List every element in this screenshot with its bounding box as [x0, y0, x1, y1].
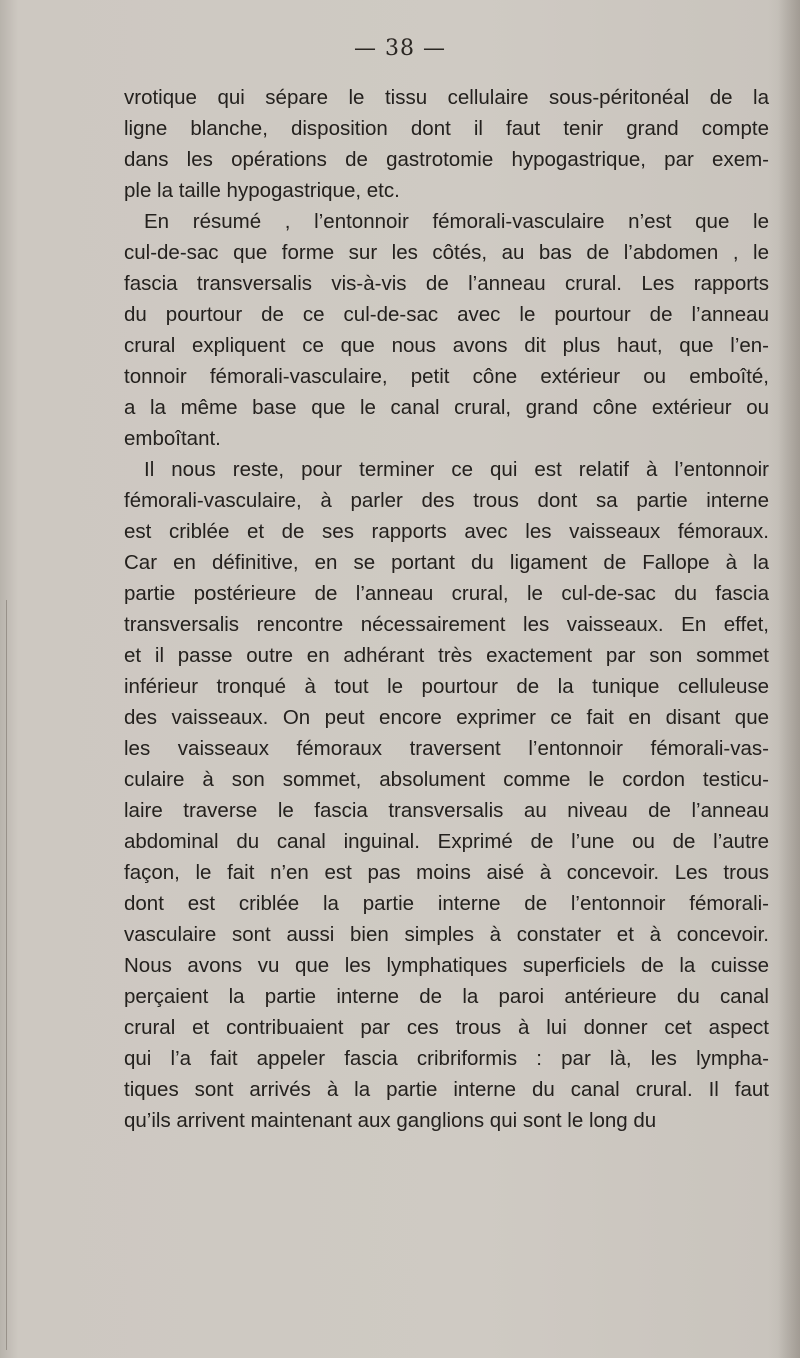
- text-line: fascia transversalis vis-à-vis de l’anneau crural. Les rapports: [124, 272, 769, 295]
- page-number-header: — 38 —: [354, 36, 446, 61]
- text-line: tonnoir fémorali-vasculaire, petit cône extérieur ou emboîté,: [124, 365, 769, 388]
- text-line: des vaisseaux. On peut encore exprimer ce fait en disant que: [124, 706, 769, 729]
- text-line: abdominal du canal inguinal. Exprimé de l’une ou de l’autre: [124, 830, 769, 853]
- text-line: a la même base que le canal crural, grand cône extérieur ou: [124, 396, 769, 419]
- text-line: perçaient la partie interne de la paroi antérieure du canal: [124, 985, 769, 1008]
- text-line: Car en définitive, en se portant du ligament de Fallope à la: [124, 551, 769, 574]
- text-line: transversalis rencontre nécessairement les vaisseaux. En effet,: [124, 613, 769, 636]
- text-line: emboîtant.: [124, 427, 221, 450]
- text-line: En résumé , l’entonnoir fémorali-vasculaire n’est que le: [144, 210, 769, 233]
- text-line: tiques sont arrivés à la partie interne du canal crural. Il faut: [124, 1078, 769, 1101]
- text-line: ligne blanche, disposition dont il faut tenir grand compte: [124, 117, 769, 140]
- text-line: et il passe outre en adhérant très exactement par son sommet: [124, 644, 769, 667]
- text-line: vasculaire sont aussi bien simples à constater et à concevoir.: [124, 923, 769, 946]
- text-line: partie postérieure de l’anneau crural, le cul-de-sac du fascia: [124, 582, 769, 605]
- text-line: est criblée et de ses rapports avec les vaisseaux fémoraux.: [124, 520, 769, 543]
- body-text: [124, 82, 769, 1136]
- page-edge-shadow: [778, 0, 800, 1358]
- page-gutter-mark: [6, 600, 7, 1350]
- text-line: crural et contribuaient par ces trous à lui donner cet aspect: [124, 1016, 769, 1039]
- text-line: les vaisseaux fémoraux traversent l’entonnoir fémorali-vas-: [124, 737, 769, 760]
- text-line: fémorali-vasculaire, à parler des trous dont sa partie interne: [124, 489, 769, 512]
- text-line: cul-de-sac que forme sur les côtés, au bas de l’abdomen , le: [124, 241, 769, 264]
- text-line: dont est criblée la partie interne de l’entonnoir fémorali-: [124, 892, 769, 915]
- text-line: qu’ils arrivent maintenant aux ganglions qui sont le long du: [124, 1109, 657, 1132]
- text-line: inférieur tronqué à tout le pourtour de la tunique celluleuse: [124, 675, 769, 698]
- text-line: laire traverse le fascia transversalis au niveau de l’anneau: [124, 799, 769, 822]
- text-line: dans les opérations de gastrotomie hypogastrique, par exem-: [124, 148, 769, 171]
- text-line: qui l’a fait appeler fascia cribriformis : par là, les lympha-: [124, 1047, 769, 1070]
- text-line: Nous avons vu que les lymphatiques superficiels de la cuisse: [124, 954, 769, 977]
- text-line: du pourtour de ce cul-de-sac avec le pourtour de l’anneau: [124, 303, 769, 326]
- text-line: Il nous reste, pour terminer ce qui est relatif à l’entonnoir: [144, 458, 769, 481]
- text-line: culaire à son sommet, absolument comme le cordon testicu-: [124, 768, 769, 791]
- text-line: crural expliquent ce que nous avons dit plus haut, que l’en-: [124, 334, 769, 357]
- text-line: façon, le fait n’en est pas moins aisé à concevoir. Les trous: [124, 861, 769, 884]
- text-line: ple la taille hypogastrique, etc.: [124, 179, 400, 202]
- text-line: vrotique qui sépare le tissu cellulaire sous-péritonéal de la: [124, 86, 769, 109]
